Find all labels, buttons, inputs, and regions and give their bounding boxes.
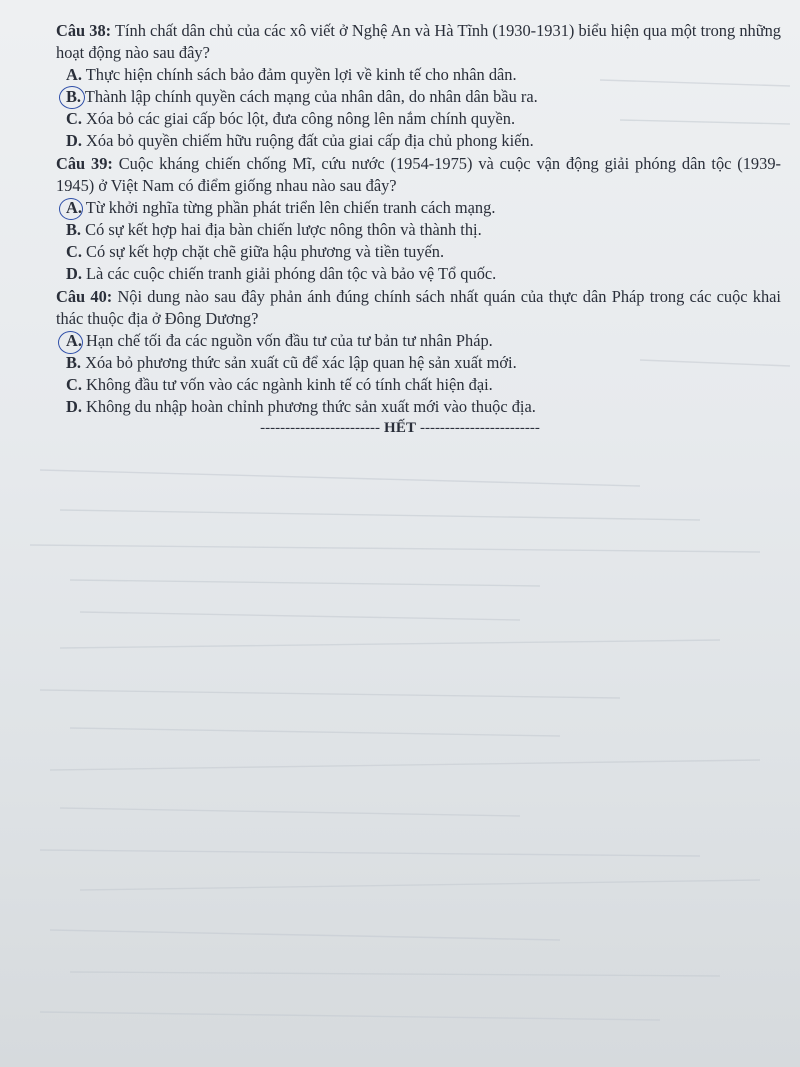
end-left-dashes: ------------------------ <box>260 420 381 436</box>
option-text: Xóa bỏ phương thức sản xuất cũ để xác lập quan hệ sản xuất mới. <box>85 353 517 372</box>
end-marker <box>0 420 800 437</box>
option-text: Không đầu tư vốn vào các ngành kinh tế có tính chất hiện đại. <box>86 375 493 394</box>
option-letter: A. <box>66 65 82 84</box>
option-text: Có sự kết hợp hai địa bàn chiến lược nông thôn và thành thị. <box>85 220 482 239</box>
option-letter: C. <box>66 242 82 261</box>
option-text: Là các cuộc chiến tranh giải phóng dân tộc và bảo vệ Tổ quốc. <box>86 264 497 283</box>
exam-questions <box>56 20 781 419</box>
end-right-dashes: ------------------------ <box>419 420 540 436</box>
option-c <box>56 108 781 130</box>
question-38 <box>56 20 781 152</box>
question-text: Tính chất dân chủ của các xô viết ở Nghệ An và Hà Tĩnh (1930-1931) biểu hiện qua một trong những hoạt động nào sau đây? <box>56 21 781 62</box>
option-text: Thực hiện chính sách bảo đảm quyền lợi về kinh tế cho nhân dân. <box>85 65 517 84</box>
question-number: Câu 39: <box>56 154 113 173</box>
question-text: Cuộc kháng chiến chống Mĩ, cứu nước (1954-1975) và cuộc vận động giải phóng dân tộc (1939-1945) ở Việt Nam có điểm giống nhau nào sau đây? <box>56 154 781 195</box>
question-text: Nội dung nào sau đây phản ánh đúng chính sách nhất quán của thực dân Pháp trong các cuộc khai thác thuộc địa ở Đông Dương? <box>56 287 781 328</box>
option-text: Không du nhập hoàn chỉnh phương thức sản xuất mới vào thuộc địa. <box>86 397 536 416</box>
option-letter: D. <box>66 264 82 283</box>
option-text: Hạn chế tối đa các nguồn vốn đầu tư của tư bản tư nhân Pháp. <box>86 331 493 350</box>
option-letter: A. <box>66 331 82 350</box>
option-letter: D. <box>66 131 82 150</box>
option-text: Thành lập chính quyền cách mạng của nhân dân, do nhân dân bầu ra. <box>84 87 538 106</box>
option-letter: B. <box>66 353 82 372</box>
option-text: Từ khởi nghĩa từng phần phát triển lên chiến tranh cách mạng. <box>85 198 496 217</box>
option-letter: C. <box>66 375 82 394</box>
question-39 <box>56 153 781 285</box>
question-stem <box>56 153 781 197</box>
option-letter: D. <box>66 397 82 416</box>
option-letter: B. <box>66 87 82 106</box>
option-text: Xóa bỏ các giai cấp bóc lột, đưa công nông lên nắm chính quyền. <box>86 109 516 128</box>
option-a <box>56 330 781 352</box>
option-c <box>56 374 781 396</box>
option-letter: A. <box>66 198 82 217</box>
option-c <box>56 241 781 263</box>
option-d <box>56 263 781 285</box>
question-40 <box>56 286 781 418</box>
option-text: Xóa bỏ quyền chiếm hữu ruộng đất của giai cấp địa chủ phong kiến. <box>86 131 534 150</box>
option-b <box>56 219 781 241</box>
option-text: Có sự kết hợp chặt chẽ giữa hậu phương và tiền tuyến. <box>86 242 445 261</box>
question-stem <box>56 286 781 330</box>
question-number: Câu 40: <box>56 287 113 306</box>
option-d <box>56 130 781 152</box>
option-letter: B. <box>66 220 82 239</box>
option-d <box>56 396 781 418</box>
question-stem <box>56 20 781 64</box>
option-a <box>56 197 781 219</box>
end-label: HẾT <box>383 420 416 436</box>
option-b <box>56 86 781 108</box>
option-letter: C. <box>66 109 82 128</box>
option-a <box>56 64 781 86</box>
question-number: Câu 38: <box>56 21 112 40</box>
option-b <box>56 352 781 374</box>
